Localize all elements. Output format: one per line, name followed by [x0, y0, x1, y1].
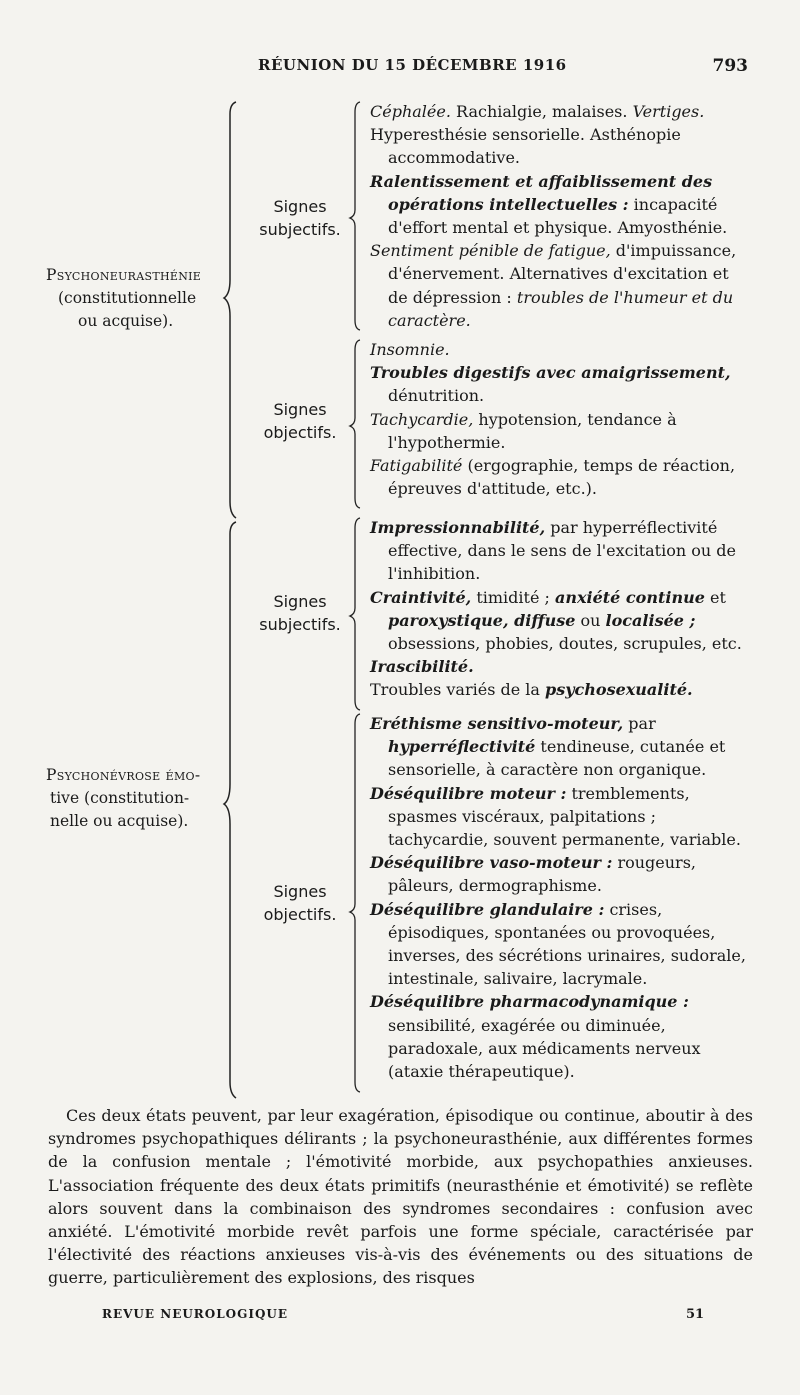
list-item	[370, 516, 752, 586]
term: Sentiment pénible de fatigue,	[370, 241, 611, 261]
label-signes-subjectifs	[250, 195, 350, 241]
text: ou	[575, 610, 606, 630]
label-word: objectifs.	[263, 905, 337, 924]
term: Déséquilibre pharmacodynamique :	[370, 992, 689, 1012]
list-item	[370, 851, 752, 897]
brace-psychoneurasthenie	[222, 100, 242, 520]
term: Céphalée.	[370, 102, 451, 121]
text: dénutrition.	[388, 386, 485, 406]
label-word: Signes	[273, 197, 327, 216]
term: Déséquilibre vaso-moteur :	[370, 853, 613, 873]
term: paroxystique, diffuse	[388, 610, 576, 630]
text: obsessions, phobies, doutes, scrupules, etc.	[388, 634, 742, 654]
body-paragraph: Ces deux états peuvent, par leur exagération, épisodique ou continue, aboutir à des syndromes psychopathiques délirants ; la psychoneurasthénie, aux différentes formes de la confusion mentale ; l'émotivité morbide, aux psychopathies anxieuses. L'association fréquente des deux états primitifs (neurasthénie et émotivité) se reflète alors souvent dans la combinaison des syndromes secondaires : confusion avec anxiété. L'émotivité morbide revêt parfois une forme spéciale, caractérisée par l'électivité des réactions anxieuses vis-à-vis des événements ou des situations de guerre, particulièrement des explosions, des risques	[48, 1106, 753, 1288]
term: hyperréflectivité	[388, 737, 536, 757]
category-psychonevrose	[46, 764, 236, 833]
term: Déséquilibre moteur :	[370, 783, 567, 803]
list-psychonevrose-subjectifs	[370, 516, 752, 702]
list-psychoneurasthenie-objectifs	[370, 338, 752, 500]
list-item: Insomnie.	[370, 340, 450, 359]
list-item	[370, 678, 752, 701]
text: tremblements, spasmes viscéraux, palpitations ; tachycardie, souvent permanente, variable.	[388, 783, 741, 850]
category-psychoneurasthenie	[46, 264, 236, 333]
label-word: subjectifs.	[259, 615, 341, 634]
list-item	[370, 782, 752, 852]
list-item	[370, 408, 752, 454]
term: Tachycardie,	[370, 409, 474, 429]
list-item: Irascibilité.	[370, 657, 474, 677]
list-item	[370, 239, 752, 332]
category-name-cont: tive (constitution-	[50, 789, 190, 807]
term: Craintivité,	[370, 587, 472, 607]
category-name-cont: nelle ou acquise).	[50, 812, 189, 830]
brace-psychonevrose	[222, 520, 242, 1100]
page-number: 793	[712, 56, 748, 76]
label-signes-objectifs	[250, 398, 350, 444]
text: Troubles variés de la	[370, 680, 546, 700]
brace-subjectifs	[348, 516, 364, 712]
category-name: Psychoneurasthénie	[46, 266, 202, 284]
label-word: Signes	[273, 592, 327, 611]
term: Fatigabilité	[370, 456, 463, 476]
text: et	[704, 587, 726, 607]
page-footer	[0, 1307, 800, 1327]
term: localisée ;	[605, 610, 696, 630]
term: Impressionnabilité,	[370, 518, 546, 537]
list-item	[370, 170, 752, 240]
list-item: Hyperesthésie sensorielle. Asthénopie accommodative.	[370, 125, 681, 168]
list-psychoneurasthenie-subjectifs	[370, 100, 752, 332]
list-item	[370, 898, 752, 991]
page-header	[0, 56, 800, 82]
label-word: Signes	[273, 882, 327, 901]
text: rougeurs, pâleurs, dermographisme.	[388, 853, 696, 896]
category-sub: ou acquise).	[78, 312, 174, 330]
text: crises, épisodiques, spontanées ou provoquées, inverses, des sécrétions urinaires, sudorale, intestinale, salivaire, lacrymale.	[388, 899, 746, 989]
text: Rachialgie, malaises.	[450, 102, 633, 121]
term: Eréthisme sensitivo-moteur,	[370, 714, 624, 733]
journal-name: REVUE NEUROLOGIQUE	[102, 1307, 289, 1321]
term: Déséquilibre glandulaire :	[370, 899, 605, 919]
label-word: subjectifs.	[259, 220, 341, 239]
text: timidité ;	[471, 587, 555, 607]
text: sensibilité, exagérée ou diminuée, paradoxale, aux médicaments nerveux (ataxie thérapeutique).	[388, 1015, 701, 1082]
text: (ergographie, temps de réaction, épreuves d'attitude, etc.).	[388, 456, 736, 499]
category-sub: (constitutionnelle	[58, 289, 197, 307]
label-word: objectifs.	[263, 423, 337, 442]
list-item	[370, 712, 752, 782]
term: psychosexualité.	[545, 680, 693, 700]
term: Vertiges.	[632, 102, 705, 121]
text: par	[623, 714, 656, 733]
text: par hyperréflectivité effective, dans le sens de l'excitation ou de l'inhibition.	[388, 518, 736, 584]
list-item	[370, 454, 752, 500]
list-psychonevrose-objectifs	[370, 712, 752, 1083]
brace-objectifs	[348, 338, 364, 510]
list-item	[370, 990, 752, 1083]
list-item	[370, 100, 752, 123]
running-title: RÉUNION DU 15 DÉCEMBRE 1916	[258, 56, 567, 74]
label-signes-subjectifs	[250, 590, 350, 636]
label-signes-objectifs	[250, 880, 350, 926]
term: anxiété continue	[554, 587, 705, 607]
term: Ralentissement et affaiblissement des opérations intellectuelles :	[370, 171, 713, 214]
signature-mark: 51	[686, 1307, 705, 1322]
text: d'impuissance, d'énervement. Alternatives d'excitation et de dépression :	[388, 241, 737, 307]
list-item	[370, 586, 752, 656]
list-item	[370, 361, 752, 407]
text: hypotension, tendance à l'hypothermie.	[388, 409, 677, 452]
term: troubles de l'humeur et du caractère.	[388, 287, 734, 330]
brace-objectifs	[348, 712, 364, 1094]
text: tendineuse, cutanée et sensorielle, à caractère non organique.	[388, 737, 726, 780]
category-name: Psychonévrose émo-	[46, 766, 201, 784]
label-word: Signes	[273, 400, 327, 419]
text: incapacité d'effort mental et physique. Amyosthénie.	[388, 194, 728, 238]
term: Troubles digestifs avec amaigrissement,	[370, 363, 731, 383]
brace-subjectifs	[348, 100, 364, 332]
